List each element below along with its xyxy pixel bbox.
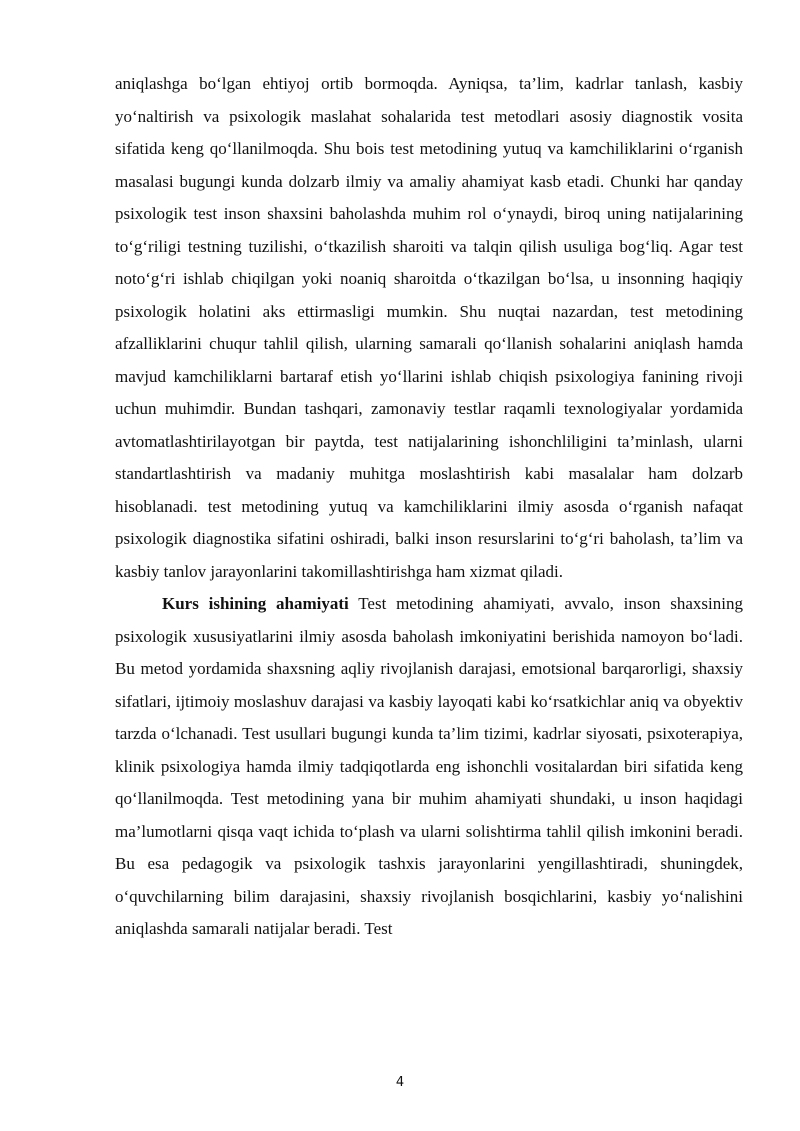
section-heading: Kurs ishining ahamiyati xyxy=(162,594,349,613)
body-paragraph: aniqlashga bo‘lgan ehtiyoj ortib bormoqda. Ayniqsa, ta’lim, kadrlar tanlash, kasbiy yo‘naltirish va psixologik maslahat sohalarida test metodlari asosiy diagnostik vosita sifatida keng qo‘llanilmoqda. Shu bois test metodining yutuq va kamchiliklarini o‘rganish masalasi bugungi kunda dolzarb ilmiy va amaliy ahamiyat kasb etadi. Chunki har qanday psixologik test inson shaxsini baholashda muhim rol o‘ynaydi, biroq uning natijalarining to‘g‘riligi testning tuzilishi, o‘tkazilish sharoiti va talqin qilish usuliga bog‘liq. Agar test noto‘g‘ri ishlab chiqilgan yoki noaniq sharoitda o‘tkazilgan bo‘lsa, u insonning haqiqiy psixologik holatini aks ettirmasligi mumkin. Shu nuqtai nazardan, test metodining afzalliklarini chuqur tahlil qilish, ularning samarali qo‘llanish sohalarini aniqlash hamda mavjud kamchiliklarni bartaraf etish yo‘llarini ishlab chiqish psixologiya fanining rivoji uchun muhimdir. Bundan tashqari, zamonaviy testlar raqamli texnologiyalar yordamida avtomatlashtirilayotgan bir paytda, test natijalarining ishonchliligini ta’minlash, ularni standartlashtirish va madaniy muhitga moslashtirish kabi masalalar ham dolzarb hisoblanadi. test metodining yutuq va kamchiliklarini ilmiy asosda o‘rganish nafaqat psixologik diagnostika sifatini oshiradi, balki inson resurslarini to‘g‘ri baholash, ta’lim va kasbiy tanlov jarayonlarini takomillashtirishga ham xizmat qiladi. xyxy=(115,74,743,581)
document-page xyxy=(115,68,743,946)
section-paragraph-text: Test metodining ahamiyati, avvalo, inson shaxsining psixologik xususiyatlarini ilmiy asosda baholash imkoniyatini berishida namoyon bo‘ladi. Bu metod yordamida shaxsning aqliy rivojlanish darajasi, emotsional barqarorligi, shaxsiy sifatlari, ijtimoiy moslashuv darajasi va kasbiy layoqati kabi ko‘rsatkichlar aniq va obyektiv tarzda o‘lchanadi. Test usullari bugungi kunda ta’lim tizimi, kadrlar siyosati, psixoterapiya, klinik psixologiya hamda ilmiy tadqiqotlarda eng ishonchli vositalardan biri sifatida keng qo‘llanilmoqda. Test metodining yana bir muhim ahamiyati shundaki, u inson haqidagi ma’lumotlarni qisqa vaqt ichida to‘plash va ularni solishtirma tahlil qilish imkonini beradi. Bu esa pedagogik va psixologik tashxis jarayonlarini yengillashtiradi, shuningdek, o‘quvchilarning bilim darajasini, shaxsiy rivojlanish bosqichlarini, kasbiy yo‘nalishini aniqlashda samarali natijalar beradi. Test xyxy=(115,594,743,938)
page-number: 4 xyxy=(395,1075,405,1090)
section-paragraph xyxy=(115,588,743,946)
